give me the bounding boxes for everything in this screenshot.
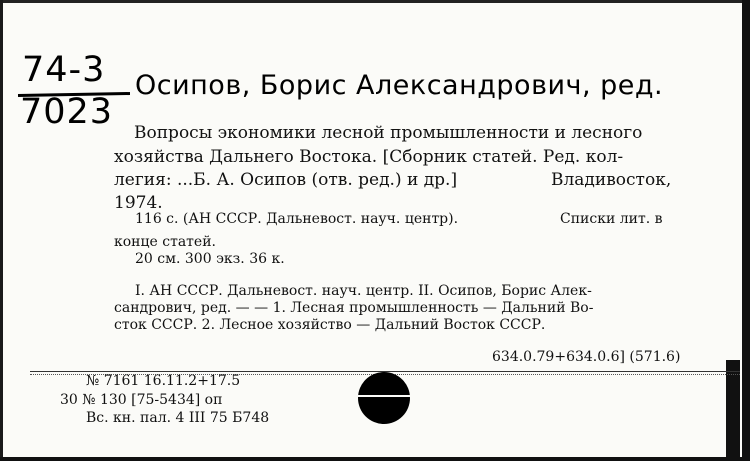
publication-year: 1974. xyxy=(114,193,163,213)
scan-edge-right-corner xyxy=(726,360,740,461)
format-line: 20 см. 300 экз. 36 к. xyxy=(135,251,285,267)
title-line-1: Вопросы экономики лесной промышленности и лесного xyxy=(134,123,643,143)
scan-edge-bottom xyxy=(0,457,750,461)
scan-edge-left xyxy=(0,0,3,461)
footer-line-1: № 7161 16.11.2+17.5 xyxy=(86,373,241,389)
bibliography-note-cont: конце статей. xyxy=(114,234,216,250)
publication-place: Владивосток, xyxy=(551,170,672,190)
pagination-publisher: 116 с. (АН СССР. Дальневост. науч. центр). xyxy=(135,211,459,227)
tracing-line-3: сток СССР. 2. Лесное хозяйство — Дальний Восток СССР. xyxy=(114,317,546,333)
punch-hole-line xyxy=(358,395,410,397)
title-line-3: легия: ...Б. А. Осипов (отв. ред.) и др.] xyxy=(114,170,458,190)
call-number-bottom: 7023 xyxy=(20,92,114,132)
footer-line-2: 30 № 130 [75-5434] оп xyxy=(60,392,223,408)
call-number-top: 74-3 xyxy=(22,50,106,90)
tracing-line-2: сандрович, ред. — — 1. Лесная промышленность — Дальний Во- xyxy=(114,300,594,316)
tracing-line-1: I. АН СССР. Дальневост. науч. центр. II. Осипов, Борис Алек- xyxy=(135,283,592,299)
scan-edge-right xyxy=(742,0,750,461)
scan-edge-top xyxy=(0,0,750,3)
classification-number: 634.0.79+634.0.6] (571.6) xyxy=(492,349,681,365)
punch-hole xyxy=(358,372,410,424)
footer-line-3: Вс. кн. пал. 4 III 75 Б748 xyxy=(86,410,270,426)
author-heading: Осипов, Борис Александрович, ред. xyxy=(135,70,664,101)
title-line-2: хозяйства Дальнего Востока. [Сборник статей. Ред. кол- xyxy=(114,147,624,167)
bibliography-note: Списки лит. в xyxy=(560,211,663,227)
